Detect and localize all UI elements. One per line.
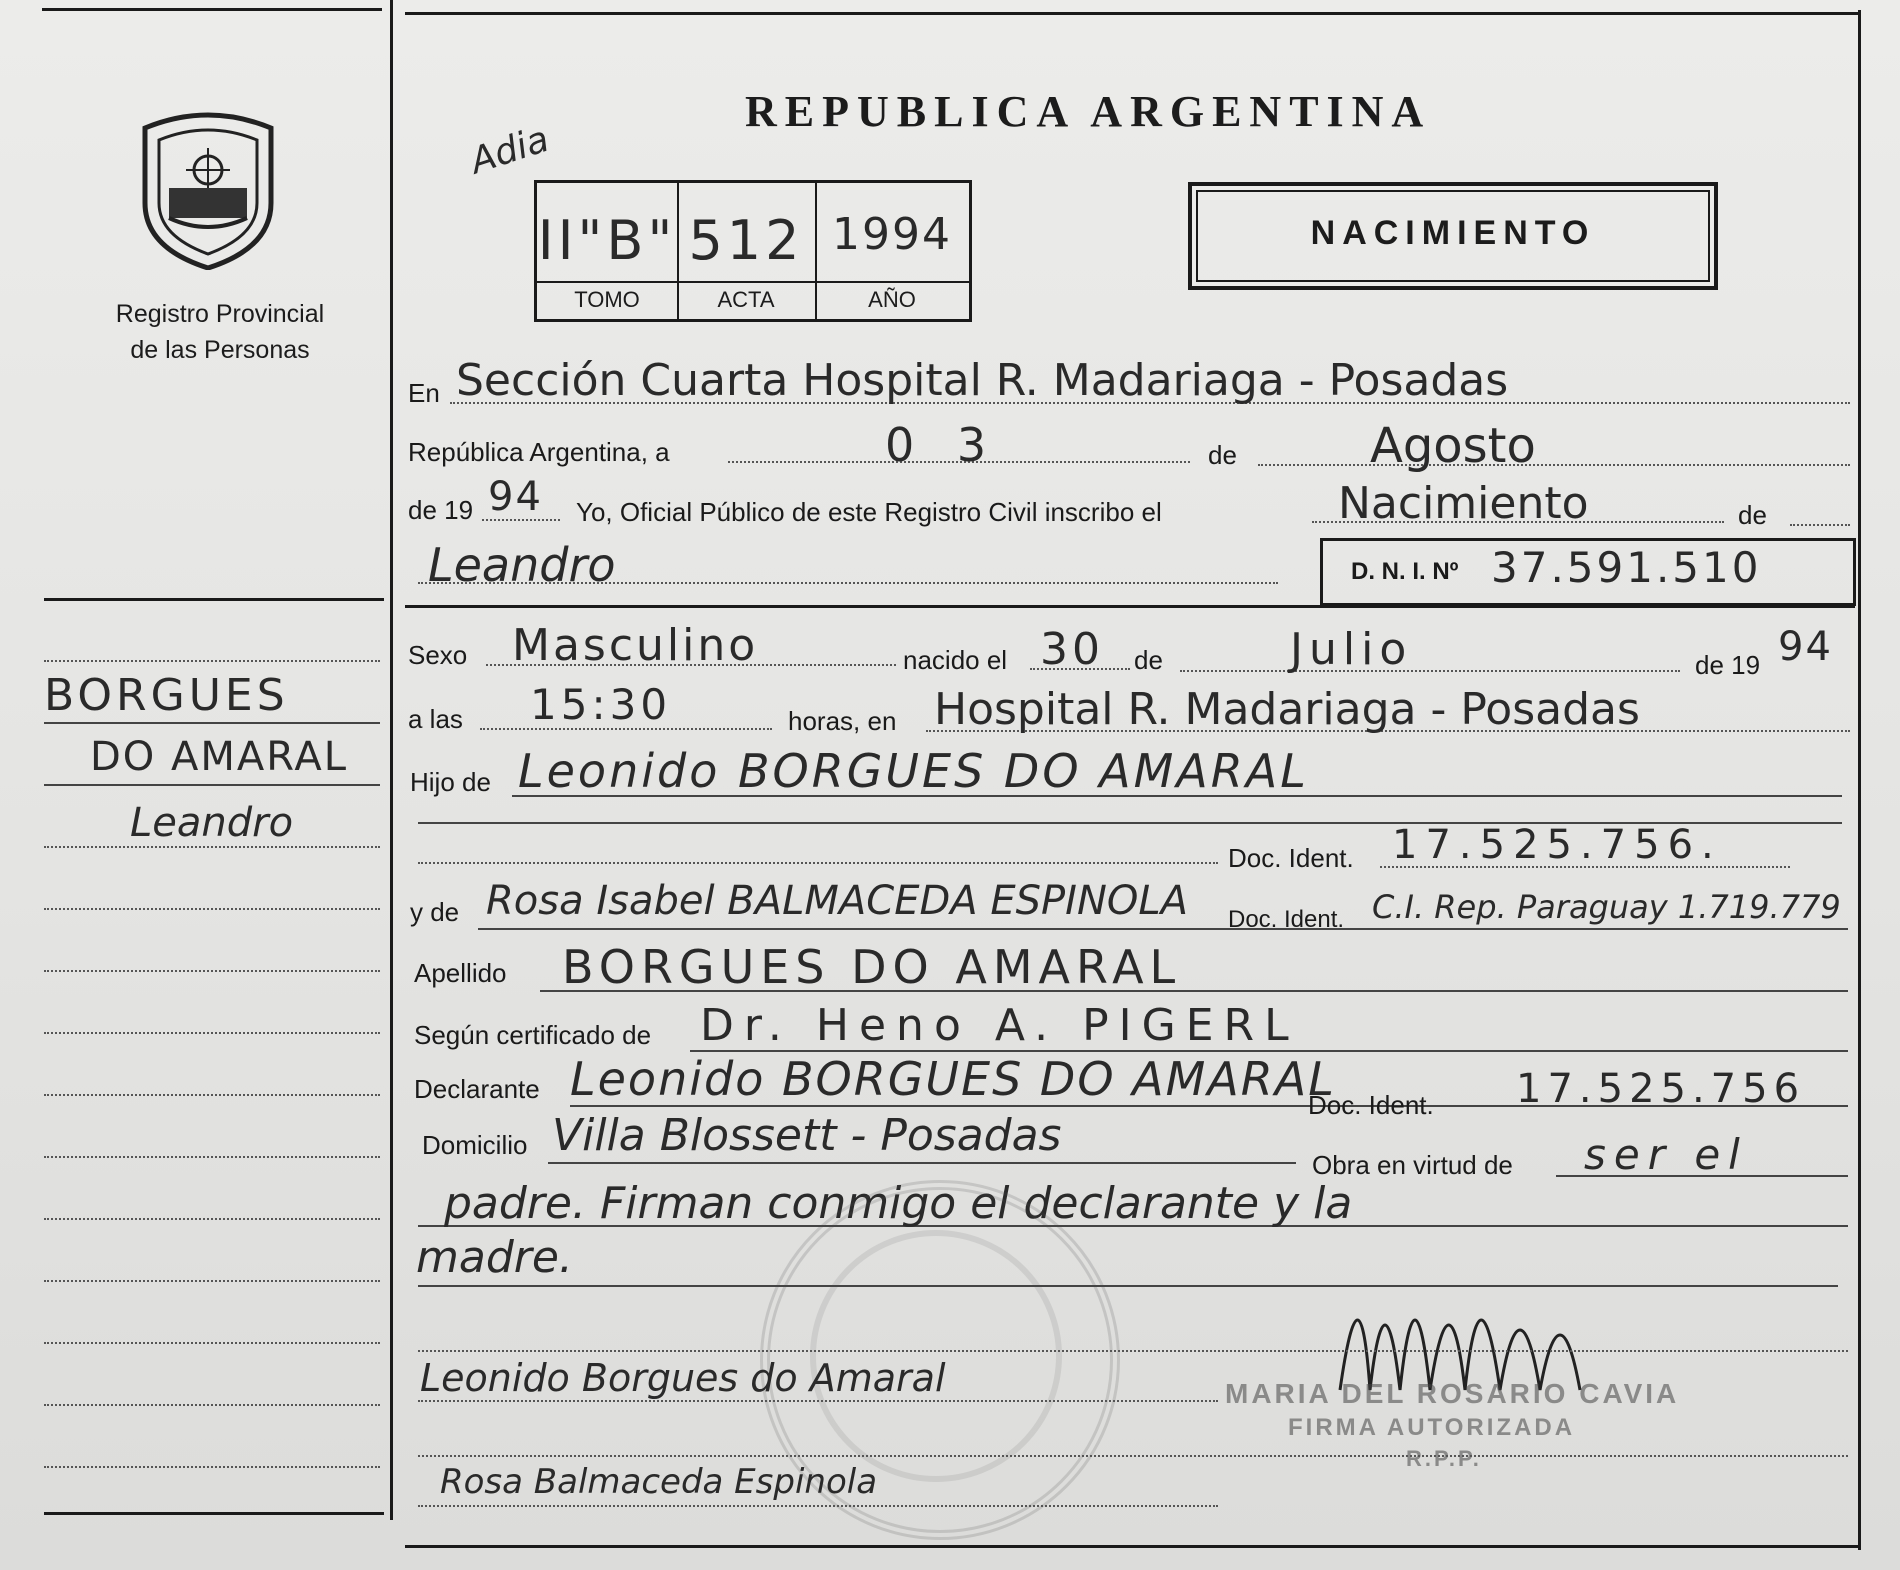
label-dni: D. N. I. Nº [1351, 558, 1459, 585]
right-border [1858, 10, 1861, 1550]
value-lugar-nacimiento: Hospital R. Madariaga - Posadas [934, 684, 1640, 735]
value-declarante-doc: 17.525.756 [1516, 1066, 1806, 1112]
label-doc-ident-padre: Doc. Ident. [1228, 843, 1354, 873]
value-continuacion-2: madre. [416, 1232, 573, 1283]
label-sexo: Sexo [408, 640, 468, 670]
value-padre-doc: 17.525.756. [1392, 822, 1722, 868]
top-rule-left [42, 8, 382, 11]
margin-surname-line2: DO AMARAL [90, 734, 349, 780]
official-role: FIRMA AUTORIZADA [1288, 1414, 1576, 1441]
label-declarante: Declarante [414, 1074, 540, 1104]
value-hora: 15:30 [530, 680, 672, 729]
tomo-acta-box [534, 180, 972, 322]
value-acto: Nacimiento [1338, 478, 1589, 529]
official-name: MARIA DEL ROSARIO CAVIA [1225, 1378, 1680, 1409]
label-de-19-nac: de 19 [1695, 650, 1761, 680]
left-section-rule [44, 598, 384, 601]
label-hijo-de: Hijo de [410, 767, 491, 797]
acta-value: 512 [688, 209, 804, 272]
value-madre: Rosa Isabel BALMACEDA ESPINOLA [486, 878, 1188, 924]
label-y-de: y de [410, 897, 460, 927]
value-nombre: Leandro [428, 538, 616, 592]
anio-cell [815, 183, 969, 319]
value-apellido: BORGUES DO AMARAL [562, 940, 1182, 994]
tomo-label: TOMO [574, 287, 640, 312]
label-doc-ident-declarante: Doc. Ident. [1308, 1090, 1434, 1120]
value-certificado: Dr. Heno A. PIGERL [700, 1000, 1299, 1051]
label-de-19: de 19 [408, 495, 474, 525]
label-a-las: a las [408, 704, 463, 734]
country-title: REPUBLICA ARGENTINA [745, 87, 1432, 136]
value-dni: 37.591.510 [1491, 543, 1762, 592]
label-en: En [408, 378, 440, 408]
label-nacido-el: nacido el [903, 645, 1008, 675]
label-horas-en: horas, en [788, 706, 897, 736]
record-type-label: NACIMIENTO [1310, 214, 1596, 252]
value-domicilio: Villa Blossett - Posadas [552, 1110, 1062, 1161]
value-obra-virtud: ser el [1584, 1130, 1748, 1179]
value-sexo: Masculino [512, 620, 759, 671]
label-domicilio: Domicilio [422, 1130, 528, 1160]
label-apellido: Apellido [414, 958, 507, 988]
label-republica-a: República Argentina, a [408, 437, 670, 467]
value-dia-inscripcion: 0 3 [885, 418, 1001, 472]
left-column-divider [390, 0, 393, 1520]
tomo-cell [537, 183, 679, 319]
margin-surname-line1: BORGUES [44, 670, 289, 721]
value-continuacion-1: padre. Firman conmigo el declarante y la [444, 1178, 1353, 1229]
label-yo-oficial: Yo, Oficial Público de este Registro Civil inscribo el [576, 497, 1162, 527]
dni-box [1320, 538, 1856, 606]
acta-cell [677, 183, 817, 319]
value-padre: Leonido BORGUES DO AMARAL [518, 744, 1309, 798]
anio-label: AÑO [868, 287, 916, 312]
signature-padre: Leonido Borgues do Amaral [420, 1356, 946, 1400]
tomo-value: II"B" [537, 209, 677, 272]
value-mes-inscripcion: Agosto [1370, 418, 1536, 474]
label-de-mes-nac: de [1134, 645, 1163, 675]
registry-name-line1: Registro Provincial [115, 300, 325, 328]
value-anio-nacimiento: 94 [1778, 624, 1833, 670]
value-dia-nacimiento: 30 [1040, 624, 1104, 675]
bottom-rule [405, 1545, 1860, 1548]
left-bottom-rule [44, 1512, 384, 1515]
label-doc-ident-madre: Doc. Ident. [1228, 906, 1345, 933]
label-de-mes: de [1208, 440, 1237, 470]
signature-madre: Rosa Balmaceda Espinola [440, 1462, 878, 1502]
label-obra-en-virtud: Obra en virtud de [1312, 1150, 1513, 1180]
registry-seal [135, 108, 281, 270]
anio-value: 1994 [832, 209, 952, 260]
value-madre-doc: C.I. Rep. Paraguay 1.719.779 [1372, 888, 1841, 926]
value-seccion: Sección Cuarta Hospital R. Madariaga - Posadas [456, 355, 1509, 406]
official-acronym: R.P.P. [1406, 1446, 1482, 1471]
label-segun-certificado: Según certificado de [414, 1020, 652, 1050]
top-rule-right [405, 12, 1860, 15]
record-type-box [1188, 182, 1718, 290]
margin-annotation: Adia [465, 118, 554, 183]
margin-given-name: Leandro [130, 800, 294, 846]
registry-name-line2: de las Personas [130, 336, 310, 364]
value-anio-inscripcion: 94 [488, 474, 543, 520]
value-declarante: Leonido BORGUES DO AMARAL [570, 1052, 1336, 1106]
label-de-nombre: de [1738, 500, 1767, 530]
misiones-seal-icon [135, 108, 281, 270]
value-mes-nacimiento: Julio [1290, 624, 1413, 675]
registry-name [80, 296, 360, 368]
acta-label: ACTA [717, 287, 775, 312]
